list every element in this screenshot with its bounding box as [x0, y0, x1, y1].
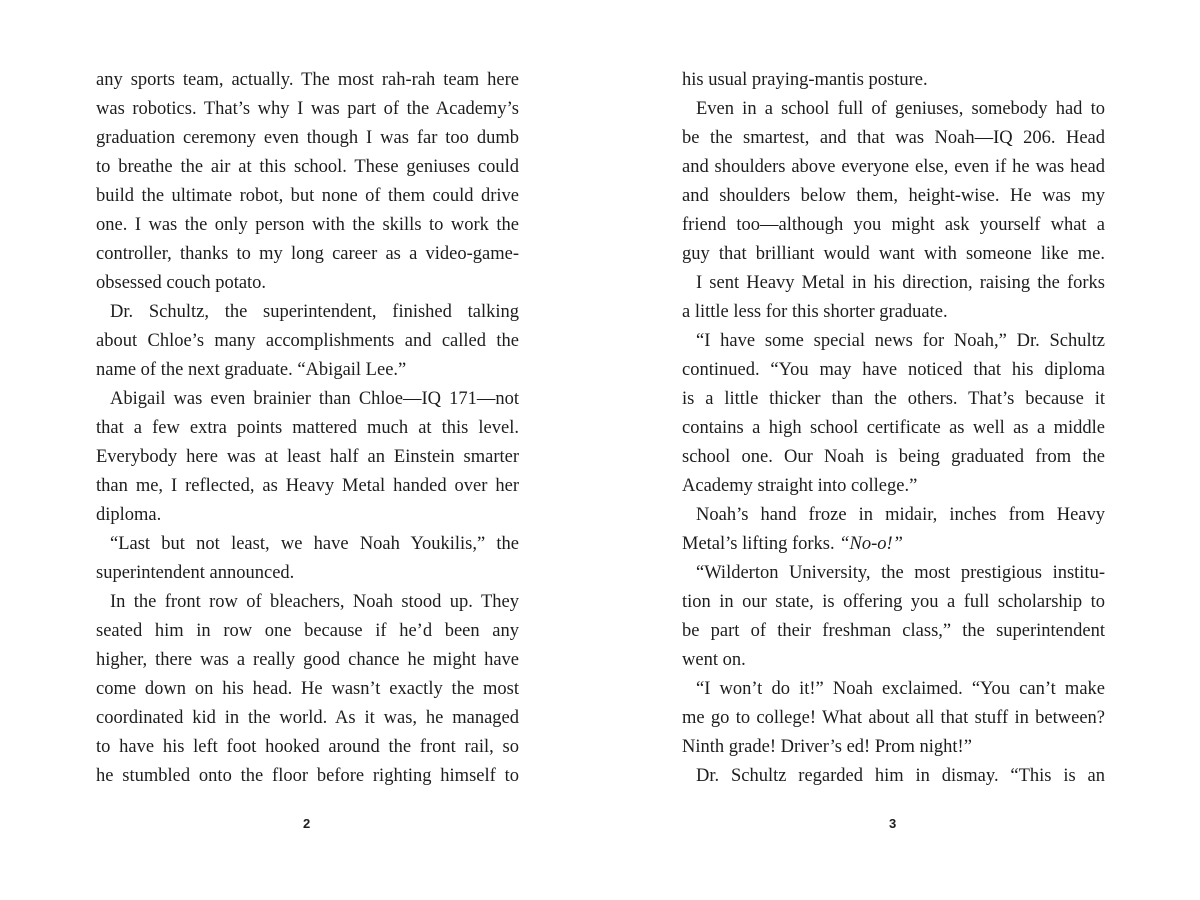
text-line: about Chloe’s many accomplishments and called the	[96, 331, 519, 351]
text-line: seated him in row one because if he’d been any	[96, 621, 519, 641]
text-line: a little less for this shorter graduate.	[682, 302, 948, 322]
text-line: diploma.	[96, 505, 162, 525]
text-line: to have his left foot hooked around the front rail, so	[96, 737, 519, 757]
italic-exclamation: “No-o!”	[839, 534, 903, 554]
text-line: Everybody here was at least half an Einstein smarter	[96, 447, 519, 467]
text-line: coordinated kid in the world. As it was, he managed	[96, 708, 519, 728]
text-run: Metal’s lifting forks.	[682, 534, 840, 554]
text-line: to breathe the air at this school. These geniuses could	[96, 157, 519, 177]
text-line: and shoulders below them, height-wise. He was my	[682, 186, 1105, 206]
text-line: be part of their freshman class,” the superintendent	[682, 621, 1105, 641]
text-line: In the front row of bleachers, Noah stood up. They	[110, 592, 519, 612]
text-line: tion in our state, is offering you a full scholarship to	[682, 592, 1105, 612]
text-line: that a few extra points mattered much at this level.	[96, 418, 519, 438]
text-line: Noah’s hand froze in midair, inches from Heavy	[696, 505, 1105, 525]
text-line: than me, I reflected, as Heavy Metal handed over her	[96, 476, 519, 496]
text-line: he stumbled onto the floor before righting himself to	[96, 766, 519, 786]
text-line: “I have some special news for Noah,” Dr. Schultz	[696, 331, 1105, 351]
right-page-text	[682, 66, 1105, 791]
text-line: one. I was the only person with the skills to work the	[96, 215, 519, 235]
text-line: guy that brilliant would want with someone like me.	[682, 244, 1105, 264]
text-line: went on.	[682, 650, 746, 670]
text-line: graduation ceremony even though I was far too dumb	[96, 128, 519, 148]
text-line: be the smartest, and that was Noah—IQ 206. Head	[682, 128, 1105, 148]
right-page	[600, 0, 1200, 900]
page-number: 3	[889, 816, 897, 831]
text-line: contains a high school certificate as well as a middle	[682, 418, 1105, 438]
text-line: Ninth grade! Driver’s ed! Prom night!”	[682, 737, 972, 757]
text-line: Academy straight into college.”	[682, 476, 918, 496]
page-number: 2	[303, 816, 311, 831]
text-line: name of the next graduate. “Abigail Lee.”	[96, 360, 407, 380]
left-page-text	[96, 66, 519, 791]
text-line: higher, there was a really good chance he might have	[96, 650, 519, 670]
text-line: controller, thanks to my long career as a video-game-	[96, 244, 519, 264]
text-line: obsessed couch potato.	[96, 273, 267, 293]
text-line: “I won’t do it!” Noah exclaimed. “You can’t make	[696, 679, 1105, 699]
text-line: Even in a school full of geniuses, somebody had to	[696, 99, 1105, 119]
text-line: Abigail was even brainier than Chloe—IQ 171—not	[110, 389, 519, 409]
text-line: continued. “You may have noticed that his diploma	[682, 360, 1105, 380]
text-line: friend too—although you might ask yourself what a	[682, 215, 1105, 235]
text-line: “Last but not least, we have Noah Youkilis,” the	[110, 534, 519, 554]
text-line: any sports team, actually. The most rah-rah team here	[96, 70, 519, 90]
text-line: is a little thicker than the others. That’s because it	[682, 389, 1105, 409]
text-line	[682, 530, 1105, 559]
text-line: superintendent announced.	[96, 563, 295, 583]
text-line: I sent Heavy Metal in his direction, raising the forks	[696, 273, 1105, 293]
text-line: build the ultimate robot, but none of them could drive	[96, 186, 519, 206]
text-line: his usual praying-mantis posture.	[682, 70, 928, 90]
text-line: school one. Our Noah is being graduated from the	[682, 447, 1105, 467]
text-line: Dr. Schultz regarded him in dismay. “This is an	[696, 766, 1105, 786]
text-line: and shoulders above everyone else, even if he was head	[682, 157, 1105, 177]
text-line: was robotics. That’s why I was part of the Academy’s	[96, 99, 519, 119]
text-line: “Wilderton University, the most prestigious institu-	[696, 563, 1105, 583]
text-line: Dr. Schultz, the superintendent, finished talking	[110, 302, 519, 322]
text-line: me go to college! What about all that stuff in between?	[682, 708, 1105, 728]
text-line: come down on his head. He wasn’t exactly the most	[96, 679, 519, 699]
